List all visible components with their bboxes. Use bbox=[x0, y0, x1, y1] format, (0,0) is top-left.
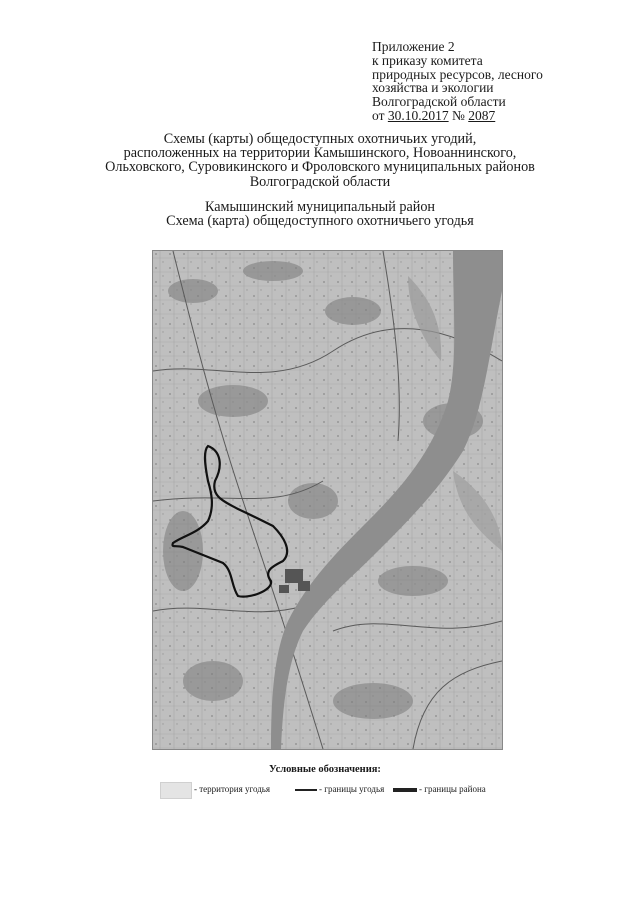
document-subtitle bbox=[60, 200, 580, 228]
hunting-area-map bbox=[152, 250, 503, 750]
title-line: Схемы (карты) общедоступных охотничьих угодий, bbox=[163, 131, 477, 147]
legend-territory-label: - территория угодья bbox=[194, 784, 271, 794]
appendix-line: природных ресурсов, лесного bbox=[372, 66, 543, 82]
area-boundary-line-sample bbox=[295, 789, 317, 791]
title-line: Ольховского, Суровикинского и Фроловского муниципальных районов bbox=[105, 159, 535, 176]
order-date: 30.10.2017 bbox=[387, 107, 449, 123]
district-boundary-line-sample bbox=[393, 788, 417, 792]
appendix-date-line bbox=[372, 109, 602, 123]
district-name: Камышинский муниципальный район bbox=[204, 199, 436, 215]
appendix-block bbox=[372, 40, 602, 123]
title-line: расположенных на территории Камышинского, Новоаннинского, bbox=[123, 145, 517, 162]
scheme-caption: Схема (карта) общедоступного охотничьего угодья bbox=[166, 213, 474, 230]
number-sign: № bbox=[448, 107, 469, 123]
title-line: Волгоградской области bbox=[249, 173, 391, 190]
appendix-line: к приказу комитета bbox=[372, 52, 483, 68]
map-legend bbox=[160, 780, 500, 800]
appendix-line: Приложение 2 bbox=[372, 39, 455, 54]
order-number: 2087 bbox=[468, 107, 496, 123]
appendix-line: Волгоградской области bbox=[372, 94, 506, 110]
document-title bbox=[60, 132, 580, 189]
legend-district-boundary-label: - границы района bbox=[419, 784, 486, 794]
territory-swatch bbox=[160, 782, 192, 799]
appendix-line: хозяйства и экологии bbox=[372, 80, 494, 96]
appendix-from: от bbox=[372, 107, 388, 123]
legend-area-boundary-label: - границы угодья bbox=[319, 784, 385, 794]
legend-title: Условные обозначения: bbox=[269, 764, 381, 775]
map-image bbox=[153, 251, 502, 749]
